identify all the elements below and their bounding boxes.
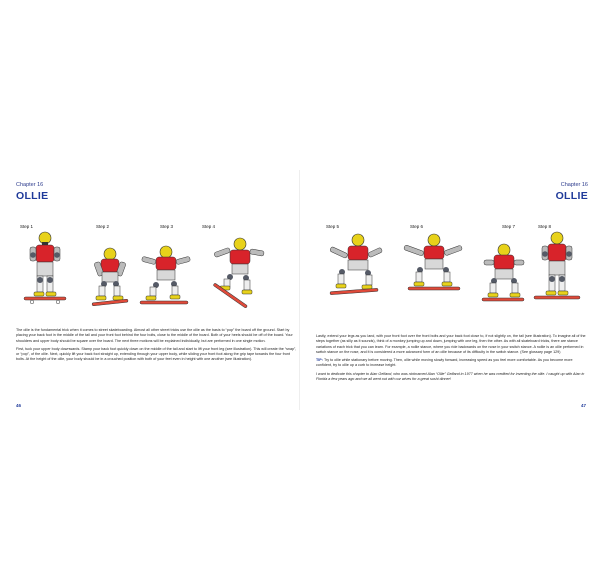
page-number: 47 (580, 403, 586, 408)
chapter-label: Chapter 16 (560, 182, 588, 188)
skater-illustration-step-4 (202, 230, 266, 310)
paragraph: First, tuck your upper body downwards. Stamp your back foot quickly down on the middle of the tail and start to lift your front leg (see illustration). This will create the “snap”, or “pop”, of the ollie. Next, quickly lift your back foot straight up, extending through your upper body, while sliding your front foot along the grip tape towards the four front bolts. At the height of the ollie, your body should be in a crouched position with both of your feet even in height with one another (see illustration). (16, 346, 297, 362)
page-number: 46 (16, 403, 22, 408)
left-page (14, 170, 300, 410)
body-text (316, 334, 588, 385)
skater-illustration-step-3 (136, 230, 192, 310)
tip-paragraph (316, 358, 588, 369)
right-page (302, 170, 588, 410)
skater-illustration-step-6 (400, 230, 466, 310)
step-label: Step 8 (538, 224, 552, 229)
tip-text: Try to ollie while stationary before moving. Then, ollie while moving slowly forward, increasing speed as you feel more comfortable. As you become more confident, try to ollie up a curb to increase height. (316, 358, 573, 368)
skater-illustration-step-8 (530, 230, 584, 310)
page-title: OLLIE (16, 190, 49, 202)
step-label: Step 5 (326, 224, 340, 229)
paragraph: Lastly, extend your legs as you land, with your front foot over the front bolts and your back foot close to, if not slightly on, the tail (see illustration). To imagine all of the steps together (as silly as it sounds), think of a monkey jumping up and down, jumping with one leg, then the other. As with all skateboard tricks, there are stance variations of each trick that you can learn. For example, a nollie stance, where you ride backwards on the nose in your switch stance. A nollie is an ollie performed in switch stance on the nose, and it is considered a more advanced form of an ollie because of its difficulty in the switch stance. (See glossary page 129) (316, 334, 586, 354)
skater-illustration-step-2 (88, 230, 132, 310)
skater-illustration-step-5 (324, 230, 384, 310)
step-label: Step 1 (20, 224, 34, 229)
step-label: Step 7 (502, 224, 516, 229)
step-label: Step 4 (202, 224, 216, 229)
book-spread (0, 170, 600, 410)
step-label: Step 6 (410, 224, 424, 229)
skater-illustration-step-7 (478, 230, 528, 310)
body-text (16, 328, 298, 366)
chapter-label: Chapter 16 (16, 182, 44, 188)
tip-label: TIP: (316, 358, 323, 363)
step-label: Step 2 (96, 224, 110, 229)
skater-illustration-step-1 (20, 230, 70, 310)
dedication: I want to dedicate this chapter to Alan Gelfand, who was nicknamed Alan “Ollie” Gelfand in 1977 when he was credited for inventing the ollie. I caught up with Alan in Florida a few years ago and we all went out with our wives for a great sushi dinner! (316, 371, 585, 382)
page-title: OLLIE (555, 190, 588, 202)
paragraph: The ollie is the fundamental trick when it comes to street skateboarding. Almost all other street tricks use the ollie as the basis to “pop” the board off the ground. Start by placing your back foot in the middle of the tail and your front foot behind the four bolts, close to the middle of the board. Both of your heels should be off of the board. Your shoulders and upper body should be square over the board. The next three motions will be explained individually, but are performed in one single motion. (16, 328, 293, 343)
step-label: Step 3 (160, 224, 174, 229)
